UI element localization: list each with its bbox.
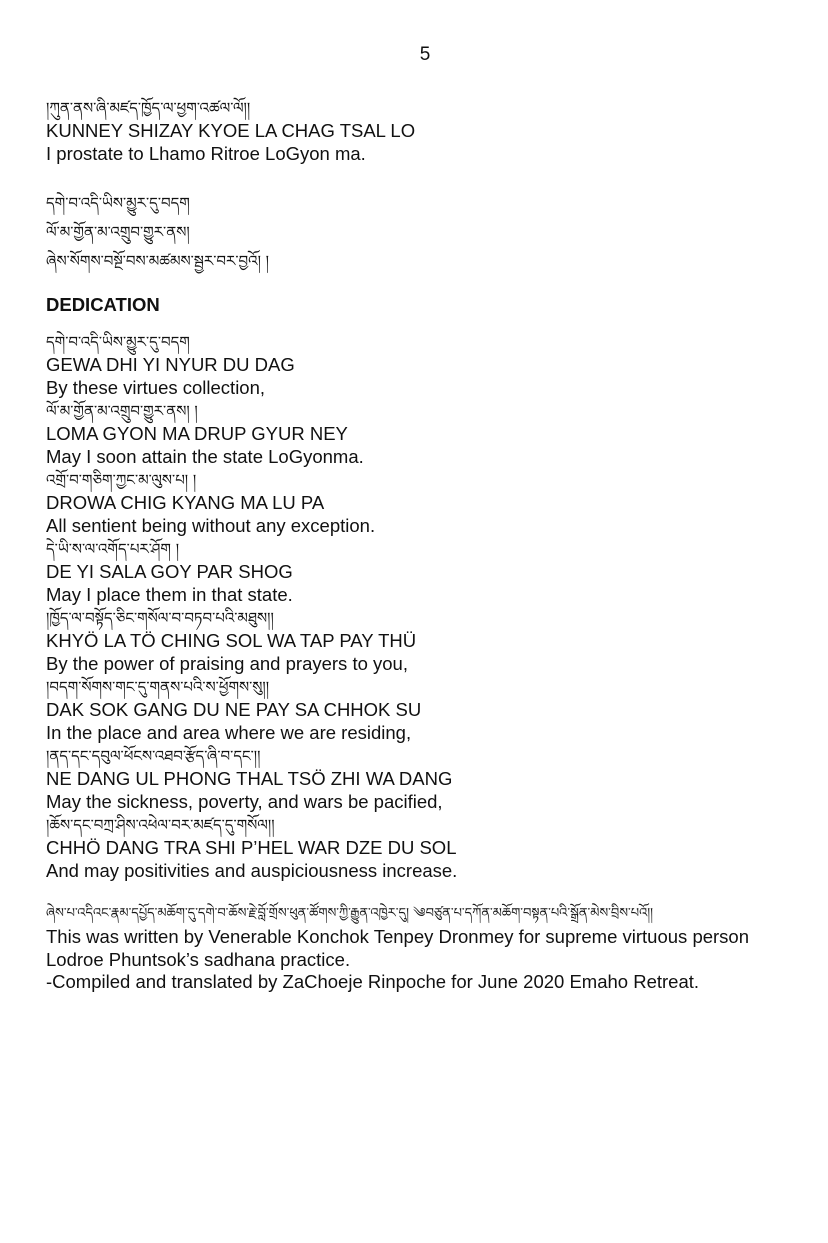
verse-translation: May the sickness, poverty, and wars be pacified, (46, 790, 443, 812)
verse-transliteration: DROWA CHIG KYANG MA LU PA (46, 492, 325, 513)
verse-translation: May I place them in that state. (46, 583, 293, 605)
tibetan-dedication-block (46, 189, 816, 276)
verse (46, 606, 816, 675)
colophon-line: Lodroe Phuntsok’s sadhana practice. (46, 948, 351, 970)
verse-tibetan: །ནད་དང་དབུལ་ཕོངས་འཐབ་རྩོད་ཞི་བ་དང་།། (46, 747, 261, 765)
intro-transliteration: KUNNEY SHIZAY KYOE LA CHAG TSAL LO (46, 120, 416, 141)
verse (46, 399, 816, 468)
verse-tibetan: འགྲོ་བ་གཅིག་ཀྱང་མ་ལུས་པ། ། (46, 471, 197, 489)
colophon (46, 902, 816, 994)
verse-tibetan: དགེ་བ་འདི་ཡིས་མྱུར་དུ་བདག (46, 333, 190, 351)
colophon-line: -Compiled and translated by ZaChoeje Rinpoche for June 2020 Emaho Retreat. (46, 971, 700, 992)
verse (46, 330, 816, 399)
verse-transliteration: KHYÖ LA TÖ CHING SOL WA TAP PAY THÜ (46, 630, 417, 651)
colophon-line: This was written by Venerable Konchok Tenpey Dronmey for supreme virtuous person (46, 926, 750, 947)
verse-translation: In the place and area where we are residing, (46, 721, 412, 743)
verse (46, 813, 816, 882)
verse-tibetan: །ཆོས་དང་བཀྲ་ཤིས་འཕེལ་བར་མཛད་དུ་གསོལ།། (46, 816, 275, 834)
verse-transliteration: DAK SOK GANG DU NE PAY SA CHHOK SU (46, 699, 422, 720)
verse-tibetan: ལོ་མ་གྱོན་མ་འགྲུབ་གྱུར་ནས། ། (46, 402, 198, 420)
tibetan-line: ཞེས་སོགས་བསྔོ་བས་མཚམས་སྦྱར་བར་བྱའོ། ། (46, 252, 270, 270)
verse-translation: May I soon attain the state LoGyonma. (46, 445, 364, 467)
document-body (46, 96, 816, 994)
colophon-tibetan: ཞེས་པ་འདིའང་རྣམ་དཔྱོད་མཆོག་དུ་དགེ་བ་ཆོས་རྗེ་བློ་གྲོས་ཕུན་ཚོགས་ཀྱི་རྒྱུན་འཁྱེར་དུ། ༄བཙུན་པ་དཀོན་མཆོག་བསྟན་པའི་སྒྲོན་མེས་བྲིས་པའོ།། (46, 906, 654, 921)
verse-translation: And may positivities and auspiciousness increase. (46, 859, 458, 881)
dedication-verses (46, 330, 816, 882)
verse-tibetan: །ཁྱོད་ལ་བསྟོད་ཅིང་གསོལ་བ་བཏབ་པའི་མཐུས།། (46, 609, 274, 627)
section-heading: DEDICATION (46, 294, 160, 315)
verse-translation: By the power of praising and prayers to you, (46, 652, 408, 674)
verse (46, 537, 816, 606)
intro-verse (46, 96, 816, 165)
intro-tibetan: །ཀུན་ནས་ཞི་མཛད་ཁྱོད་ལ་ཕྱག་འཚལ་ལོ།། (46, 99, 251, 117)
verse-transliteration: CHHÖ DANG TRA SHI P’HEL WAR DZE DU SOL (46, 837, 457, 858)
verse-transliteration: LOMA GYON MA DRUP GYUR NEY (46, 423, 348, 444)
verse (46, 468, 816, 537)
verse-transliteration: DE YI SALA GOY PAR SHOG (46, 561, 293, 582)
page-number: 5 (419, 44, 431, 65)
tibetan-line: ལོ་མ་གྱོན་མ་འགྲུབ་གྱུར་ནས། (46, 223, 190, 241)
verse-translation: All sentient being without any exception. (46, 514, 376, 536)
verse (46, 675, 816, 744)
intro-translation: I prostate to Lhamo Ritroe LoGyon ma. (46, 142, 366, 164)
verse-transliteration: GEWA DHI YI NYUR DU DAG (46, 354, 295, 375)
verse-tibetan: །བདག་སོགས་གང་དུ་གནས་པའི་ས་ཕྱོགས་སུ།། (46, 678, 270, 696)
verse-translation: By these virtues collection, (46, 376, 266, 398)
tibetan-line: དགེ་བ་འདི་ཡིས་མྱུར་དུ་བདག (46, 194, 190, 212)
verse-transliteration: NE DANG UL PHONG THAL TSÖ ZHI WA DANG (46, 768, 453, 789)
verse (46, 744, 816, 813)
verse-tibetan: དེ་ཡི་ས་ལ་འགོད་པར་ཤོག ། (46, 540, 180, 558)
